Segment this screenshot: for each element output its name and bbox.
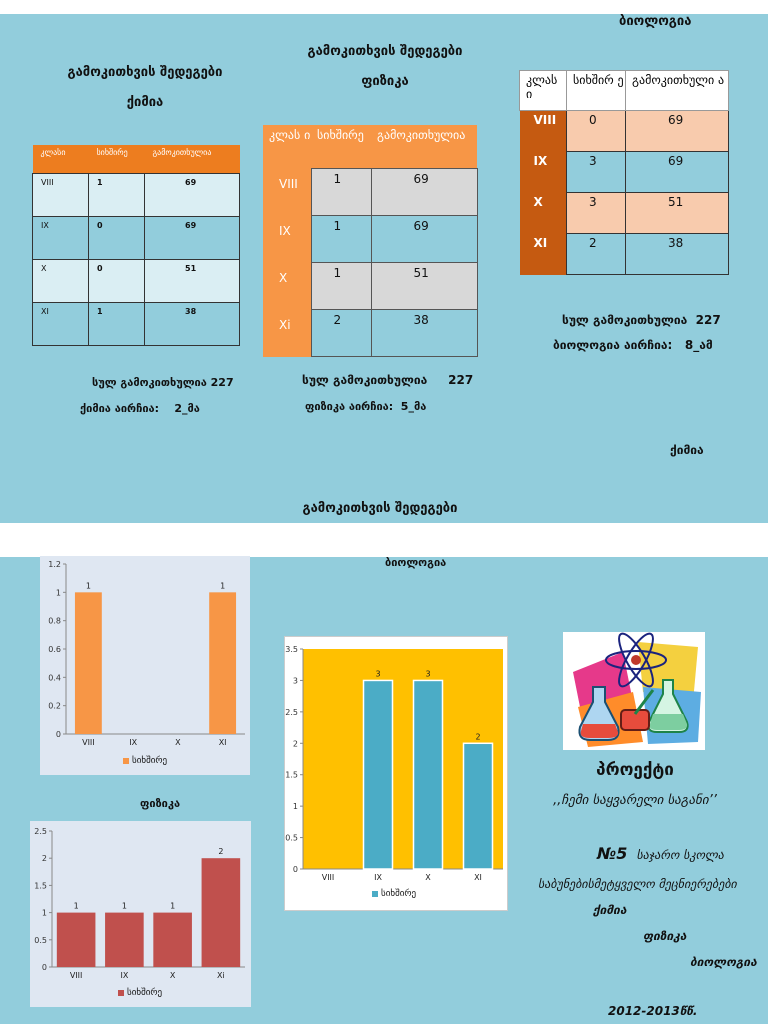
chem-total: სულ გამოკითხულია 227 <box>92 376 234 389</box>
bar <box>105 913 144 967</box>
table-cell: 38 <box>626 234 729 275</box>
data-label: 1 <box>220 581 226 591</box>
table-row <box>263 263 477 310</box>
x-tick-label: VIII <box>82 738 95 747</box>
bar <box>364 680 393 869</box>
table-cell: VIII <box>33 174 89 217</box>
table-row <box>33 174 240 217</box>
table-cell: 1 <box>311 263 371 310</box>
data-label: 3 <box>375 669 381 679</box>
y-tick-label: 0.2 <box>48 701 61 711</box>
academic-year: 2012-2013წწ. <box>608 1004 698 1018</box>
bio-choice: ბიოლოგია აირჩია: 8_ამ <box>553 338 713 352</box>
table-cell: 38 <box>371 310 477 357</box>
table-row <box>263 216 477 263</box>
physics-chart-label: ფიზიკა <box>140 797 181 810</box>
table-row <box>520 152 729 193</box>
header-cell: სიხშირე <box>311 125 371 169</box>
data-label: 1 <box>121 901 127 911</box>
y-tick-label: 2.5 <box>34 827 47 836</box>
table-row <box>520 193 729 234</box>
x-tick-label: XI <box>474 873 482 882</box>
data-label: 3 <box>425 669 431 679</box>
table-cell: 69 <box>626 111 729 152</box>
table-cell: X <box>33 260 89 303</box>
table-cell: 3 <box>567 152 626 193</box>
biology-chart <box>284 636 508 911</box>
phys-heading-line1: გამოკითხვის შედეგები <box>307 44 463 59</box>
y-tick-label: 1.5 <box>285 770 298 780</box>
chem-choice: ქიმია აირჩია: 2_მა <box>80 402 200 415</box>
bio-total: სულ გამოკითხულია 227 <box>562 313 721 327</box>
biology-chart-svg <box>285 637 507 910</box>
physics-legend <box>118 988 162 998</box>
biology-legend <box>372 889 416 899</box>
subject-chemistry: ქიმია <box>593 903 627 917</box>
table-header-row <box>263 125 477 169</box>
y-tick-label: 0.5 <box>34 935 47 945</box>
data-label: 2 <box>218 847 224 857</box>
table-cell: 0 <box>89 217 145 260</box>
table-cell: 51 <box>371 263 477 310</box>
bar <box>209 592 236 734</box>
subject-physics: ფიზიკა <box>643 929 687 943</box>
y-tick-label: 2 <box>41 854 47 864</box>
x-tick-label: X <box>169 971 176 980</box>
data-label: 2 <box>475 732 481 742</box>
bar <box>153 913 192 967</box>
biology-table <box>519 70 729 275</box>
table-row <box>33 303 240 346</box>
row-label: VIII <box>263 169 311 216</box>
row-label: X <box>263 263 311 310</box>
header-cell: კლას ი <box>520 71 567 111</box>
y-tick-label: 0.5 <box>285 833 298 843</box>
school-line <box>597 844 724 863</box>
legend-label: სიხშირე <box>132 756 168 766</box>
legend-label: სიხშირე <box>381 889 417 899</box>
y-tick-label: 1 <box>55 588 61 598</box>
x-tick-label: X <box>175 738 181 747</box>
y-tick-label: 3.5 <box>285 645 298 654</box>
legend-swatch <box>123 758 129 764</box>
bar <box>414 680 443 869</box>
y-tick-label: 1 <box>292 802 298 812</box>
x-tick-label: VIII <box>321 873 335 882</box>
table-cell: 3 <box>567 193 626 234</box>
table-cell: 2 <box>311 310 371 357</box>
y-tick-label: 0.4 <box>48 673 61 683</box>
header-cell: სიხშირე <box>89 145 145 174</box>
table-cell: 0 <box>567 111 626 152</box>
table-cell: 1 <box>311 216 371 263</box>
table-row <box>263 169 477 216</box>
results-heading-bottom: გამოკითხვის შედეგები <box>302 501 458 516</box>
x-tick-label: IX <box>120 971 129 980</box>
y-tick-label: 0 <box>292 865 298 874</box>
header-cell: კლასი <box>33 145 89 174</box>
phys-heading-line2: ფიზიკა <box>361 74 409 89</box>
chem-heading-line2: ქიმია <box>126 95 164 110</box>
header-cell: გამოკითხული ა <box>626 71 729 111</box>
chemistry-chart-svg <box>40 556 250 775</box>
table-header-row <box>520 71 729 111</box>
data-label: 1 <box>73 901 79 911</box>
bar <box>75 592 102 734</box>
sciences-subtitle: საბუნებისმეტყველო მეცნიერებები <box>538 877 737 891</box>
data-label: 1 <box>170 901 176 911</box>
row-label: X <box>520 193 567 234</box>
y-tick-label: 2.5 <box>285 707 298 717</box>
bar <box>464 743 493 869</box>
x-tick-label: IX <box>374 873 382 882</box>
legend-swatch <box>118 990 124 996</box>
table-row <box>263 310 477 357</box>
legend-swatch <box>372 891 378 897</box>
table-header-row <box>33 145 240 174</box>
phys-heading <box>270 37 500 97</box>
row-label: XI <box>520 234 567 275</box>
project-title: პროექტი <box>596 760 674 780</box>
table-cell: 51 <box>626 193 729 234</box>
table-cell: 69 <box>626 152 729 193</box>
school-text: საჯარო სკოლა <box>636 848 724 862</box>
phys-total: სულ გამოკითხულია 227 <box>302 373 474 387</box>
chem-right-label: ქიმია <box>670 443 704 457</box>
row-label: IX <box>520 152 567 193</box>
header-cell: გამოკითხულია <box>145 145 240 174</box>
row-label: VIII <box>520 111 567 152</box>
header-cell: გამოკითხულია <box>371 125 477 169</box>
y-tick-label: 2 <box>292 739 298 749</box>
table-cell: 69 <box>371 169 477 216</box>
chem-heading-line1: გამოკითხვის შედეგები <box>67 65 223 80</box>
row-label: Xi <box>263 310 311 357</box>
x-tick-label: XI <box>218 738 227 747</box>
chemistry-chart <box>40 556 250 775</box>
table-cell: 51 <box>145 260 240 303</box>
y-tick-label: 1 <box>41 908 47 918</box>
table-cell: 1 <box>311 169 371 216</box>
chem-heading <box>30 58 260 118</box>
legend-label: სიხშირე <box>127 988 163 998</box>
y-tick-label: 0.6 <box>48 645 61 654</box>
school-number: №5 <box>597 844 628 863</box>
table-cell: 69 <box>145 174 240 217</box>
biology-chart-label: ბიოლოგია <box>385 556 447 569</box>
table-row <box>33 260 240 303</box>
bar <box>57 913 96 967</box>
x-tick-label: VIII <box>69 971 83 980</box>
science-clipart-logo <box>563 632 705 750</box>
table-cell: 0 <box>89 260 145 303</box>
table-cell: 69 <box>145 217 240 260</box>
table-row <box>520 234 729 275</box>
table-row <box>520 111 729 152</box>
y-tick-label: 3 <box>292 676 298 686</box>
physics-table <box>263 125 478 357</box>
bar <box>202 858 241 967</box>
chemistry-legend <box>123 756 167 766</box>
chemistry-table <box>32 145 240 346</box>
table-cell: 69 <box>371 216 477 263</box>
x-tick-label: Xi <box>217 971 225 980</box>
table-cell: IX <box>33 217 89 260</box>
table-cell: 38 <box>145 303 240 346</box>
table-row <box>33 217 240 260</box>
project-subtitle: ,,ჩემი საყვარელი საგანი’’ <box>553 793 717 808</box>
header-cell: სიხშირ ე <box>567 71 626 111</box>
table-cell: 1 <box>89 303 145 346</box>
row-label: IX <box>263 216 311 263</box>
data-label: 1 <box>85 581 91 591</box>
table-cell: 2 <box>567 234 626 275</box>
header-cell: კლას ი <box>263 125 311 169</box>
y-tick-label: 1.5 <box>34 881 47 891</box>
physics-chart <box>30 821 251 1007</box>
y-tick-label: 0 <box>41 963 47 972</box>
x-tick-label: IX <box>129 738 138 747</box>
subject-biology: ბიოლოგია <box>690 955 757 969</box>
physics-chart-svg <box>30 821 251 1007</box>
x-tick-label: X <box>425 873 431 882</box>
table-cell: 1 <box>89 174 145 217</box>
y-tick-label: 0 <box>55 730 61 739</box>
y-tick-label: 1.2 <box>48 560 61 569</box>
biology-corner-label: ბიოლოგია <box>619 14 692 29</box>
table-cell: XI <box>33 303 89 346</box>
y-tick-label: 0.8 <box>48 616 61 626</box>
phys-choice: ფიზიკა აირჩია: 5_მა <box>305 400 427 413</box>
